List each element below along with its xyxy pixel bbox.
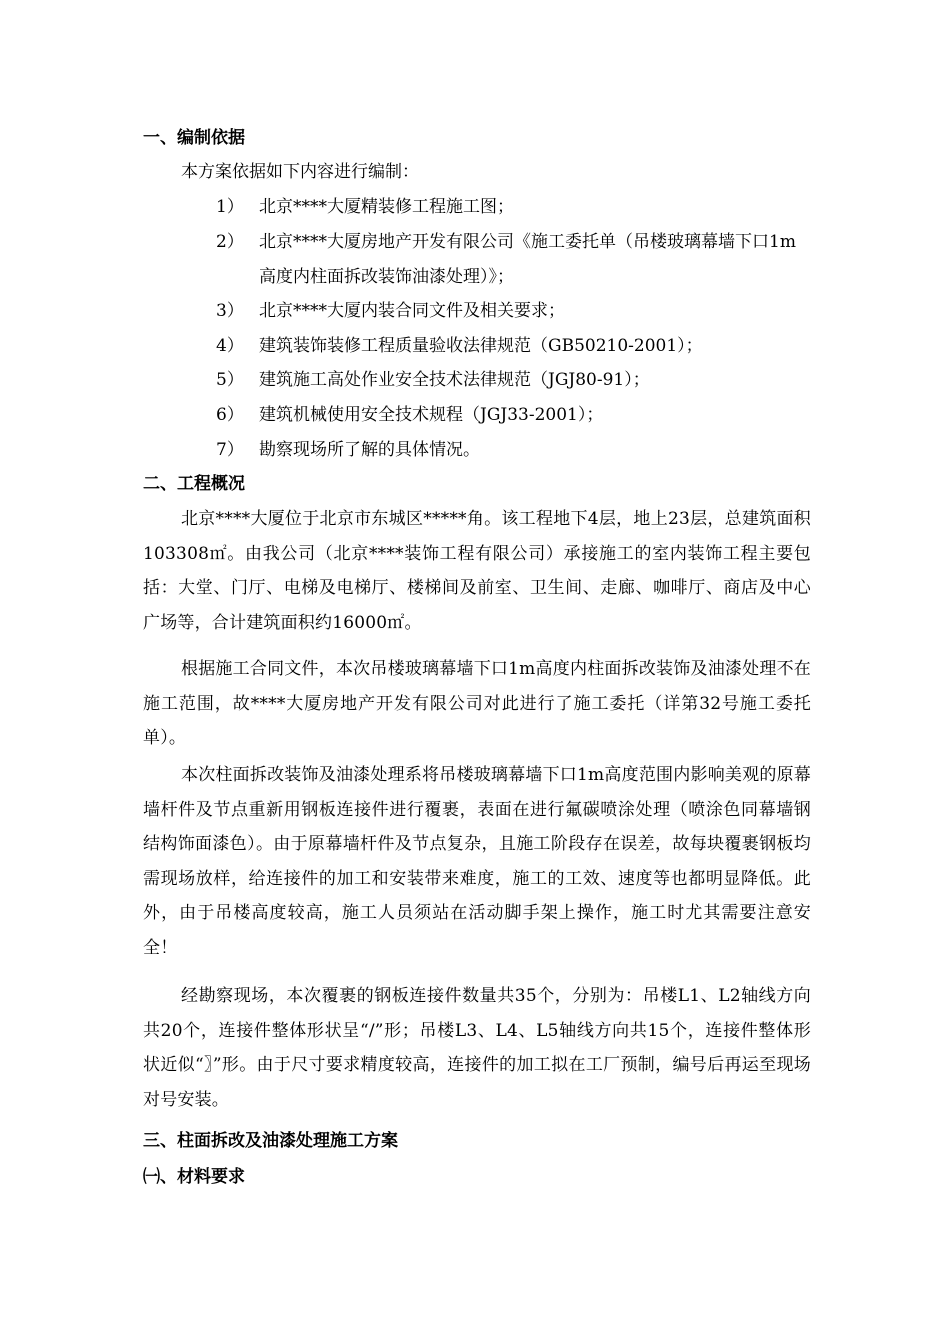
section-1-heading: 一、编制依据 bbox=[143, 128, 245, 148]
section-2-heading: 二、工程概况 bbox=[143, 474, 245, 494]
list-text: 勘察现场所了解的具体情况。 bbox=[259, 440, 480, 460]
reference-list-item-3 bbox=[143, 294, 811, 329]
reference-list-item-6 bbox=[143, 398, 811, 433]
list-text: 建筑机械使用安全技术规程（JGJ33-2001）； bbox=[259, 405, 604, 425]
list-text: 建筑装饰装修工程质量验收法律规范（GB50210-2001）； bbox=[259, 336, 703, 356]
reference-list-item-1 bbox=[143, 190, 811, 225]
subsection-1-heading: ㈠、材料要求 bbox=[143, 1167, 245, 1187]
list-number: 6） bbox=[216, 405, 244, 425]
list-number: 7） bbox=[216, 440, 244, 460]
list-number: 4） bbox=[216, 336, 244, 356]
reference-list-item-7 bbox=[143, 433, 811, 468]
overview-paragraph-2: 根据施工合同文件，本次吊楼玻璃幕墙下口1m高度内柱面拆改装饰及油漆处理不在施工范围，故****大厦房地产开发有限公司对此进行了施工委托（详第32号施工委托单）。 bbox=[143, 659, 811, 749]
list-number: 5） bbox=[216, 370, 244, 390]
overview-paragraph-4: 经勘察现场，本次覆裹的钢板连接件数量共35个，分别为：吊楼L1、L2轴线方向共20个，连接件整体形状呈“/”形；吊楼L3、L4、L5轴线方向共15个，连接件整体形状近似“〗”形。由于尺寸要求精度较高，连接件的加工拟在工厂预制，编号后再运至现场对号安装。 bbox=[143, 986, 811, 1110]
list-text: 北京****大厦房地产开发有限公司《施工委托单（吊楼玻璃幕墙下口1m高度内柱面拆改装饰油漆处理）》； bbox=[259, 232, 796, 287]
list-text: 北京****大厦内装合同文件及相关要求； bbox=[259, 301, 565, 321]
section-3-heading: 三、柱面拆改及油漆处理施工方案 bbox=[143, 1131, 398, 1151]
reference-list-item-4 bbox=[143, 329, 811, 364]
reference-list-item-5 bbox=[143, 363, 811, 398]
section-1-intro: 本方案依据如下内容进行编制： bbox=[181, 162, 419, 182]
list-number: 3） bbox=[216, 301, 244, 321]
list-text: 建筑施工高处作业安全技术法律规范（JGJ80-91）； bbox=[259, 370, 650, 390]
overview-paragraph-1: 北京****大厦位于北京市东城区*****角。该工程地下4层，地上23层，总建筑面积103308㎡。由我公司（北京****装饰工程有限公司）承接施工的室内装饰工程主要包括：大堂、门厅、电梯及电梯厅、楼梯间及前室、卫生间、走廊、咖啡厅、商店及中心广场等，合计建筑面积约16000㎡。 bbox=[143, 509, 811, 633]
list-number: 1） bbox=[216, 197, 244, 217]
list-number: 2） bbox=[216, 232, 244, 252]
reference-list-item-2 bbox=[143, 225, 811, 294]
list-text: 北京****大厦精装修工程施工图； bbox=[259, 197, 514, 217]
overview-paragraph-3: 本次柱面拆改装饰及油漆处理系将吊楼玻璃幕墙下口1m高度范围内影响美观的原幕墙杆件及节点重新用钢板连接件进行覆裹，表面在进行氟碳喷涂处理（喷涂色同幕墙钢结构饰面漆色）。由于原幕墙杆件及节点复杂，且施工阶段存在误差，故每块覆裹钢板均需现场放样，给连接件的加工和安装带来难度，施工的工效、速度等也都明显降低。此外，由于吊楼高度较高，施工人员须站在活动脚手架上操作，施工时尤其需要注意安全！ bbox=[143, 765, 811, 958]
